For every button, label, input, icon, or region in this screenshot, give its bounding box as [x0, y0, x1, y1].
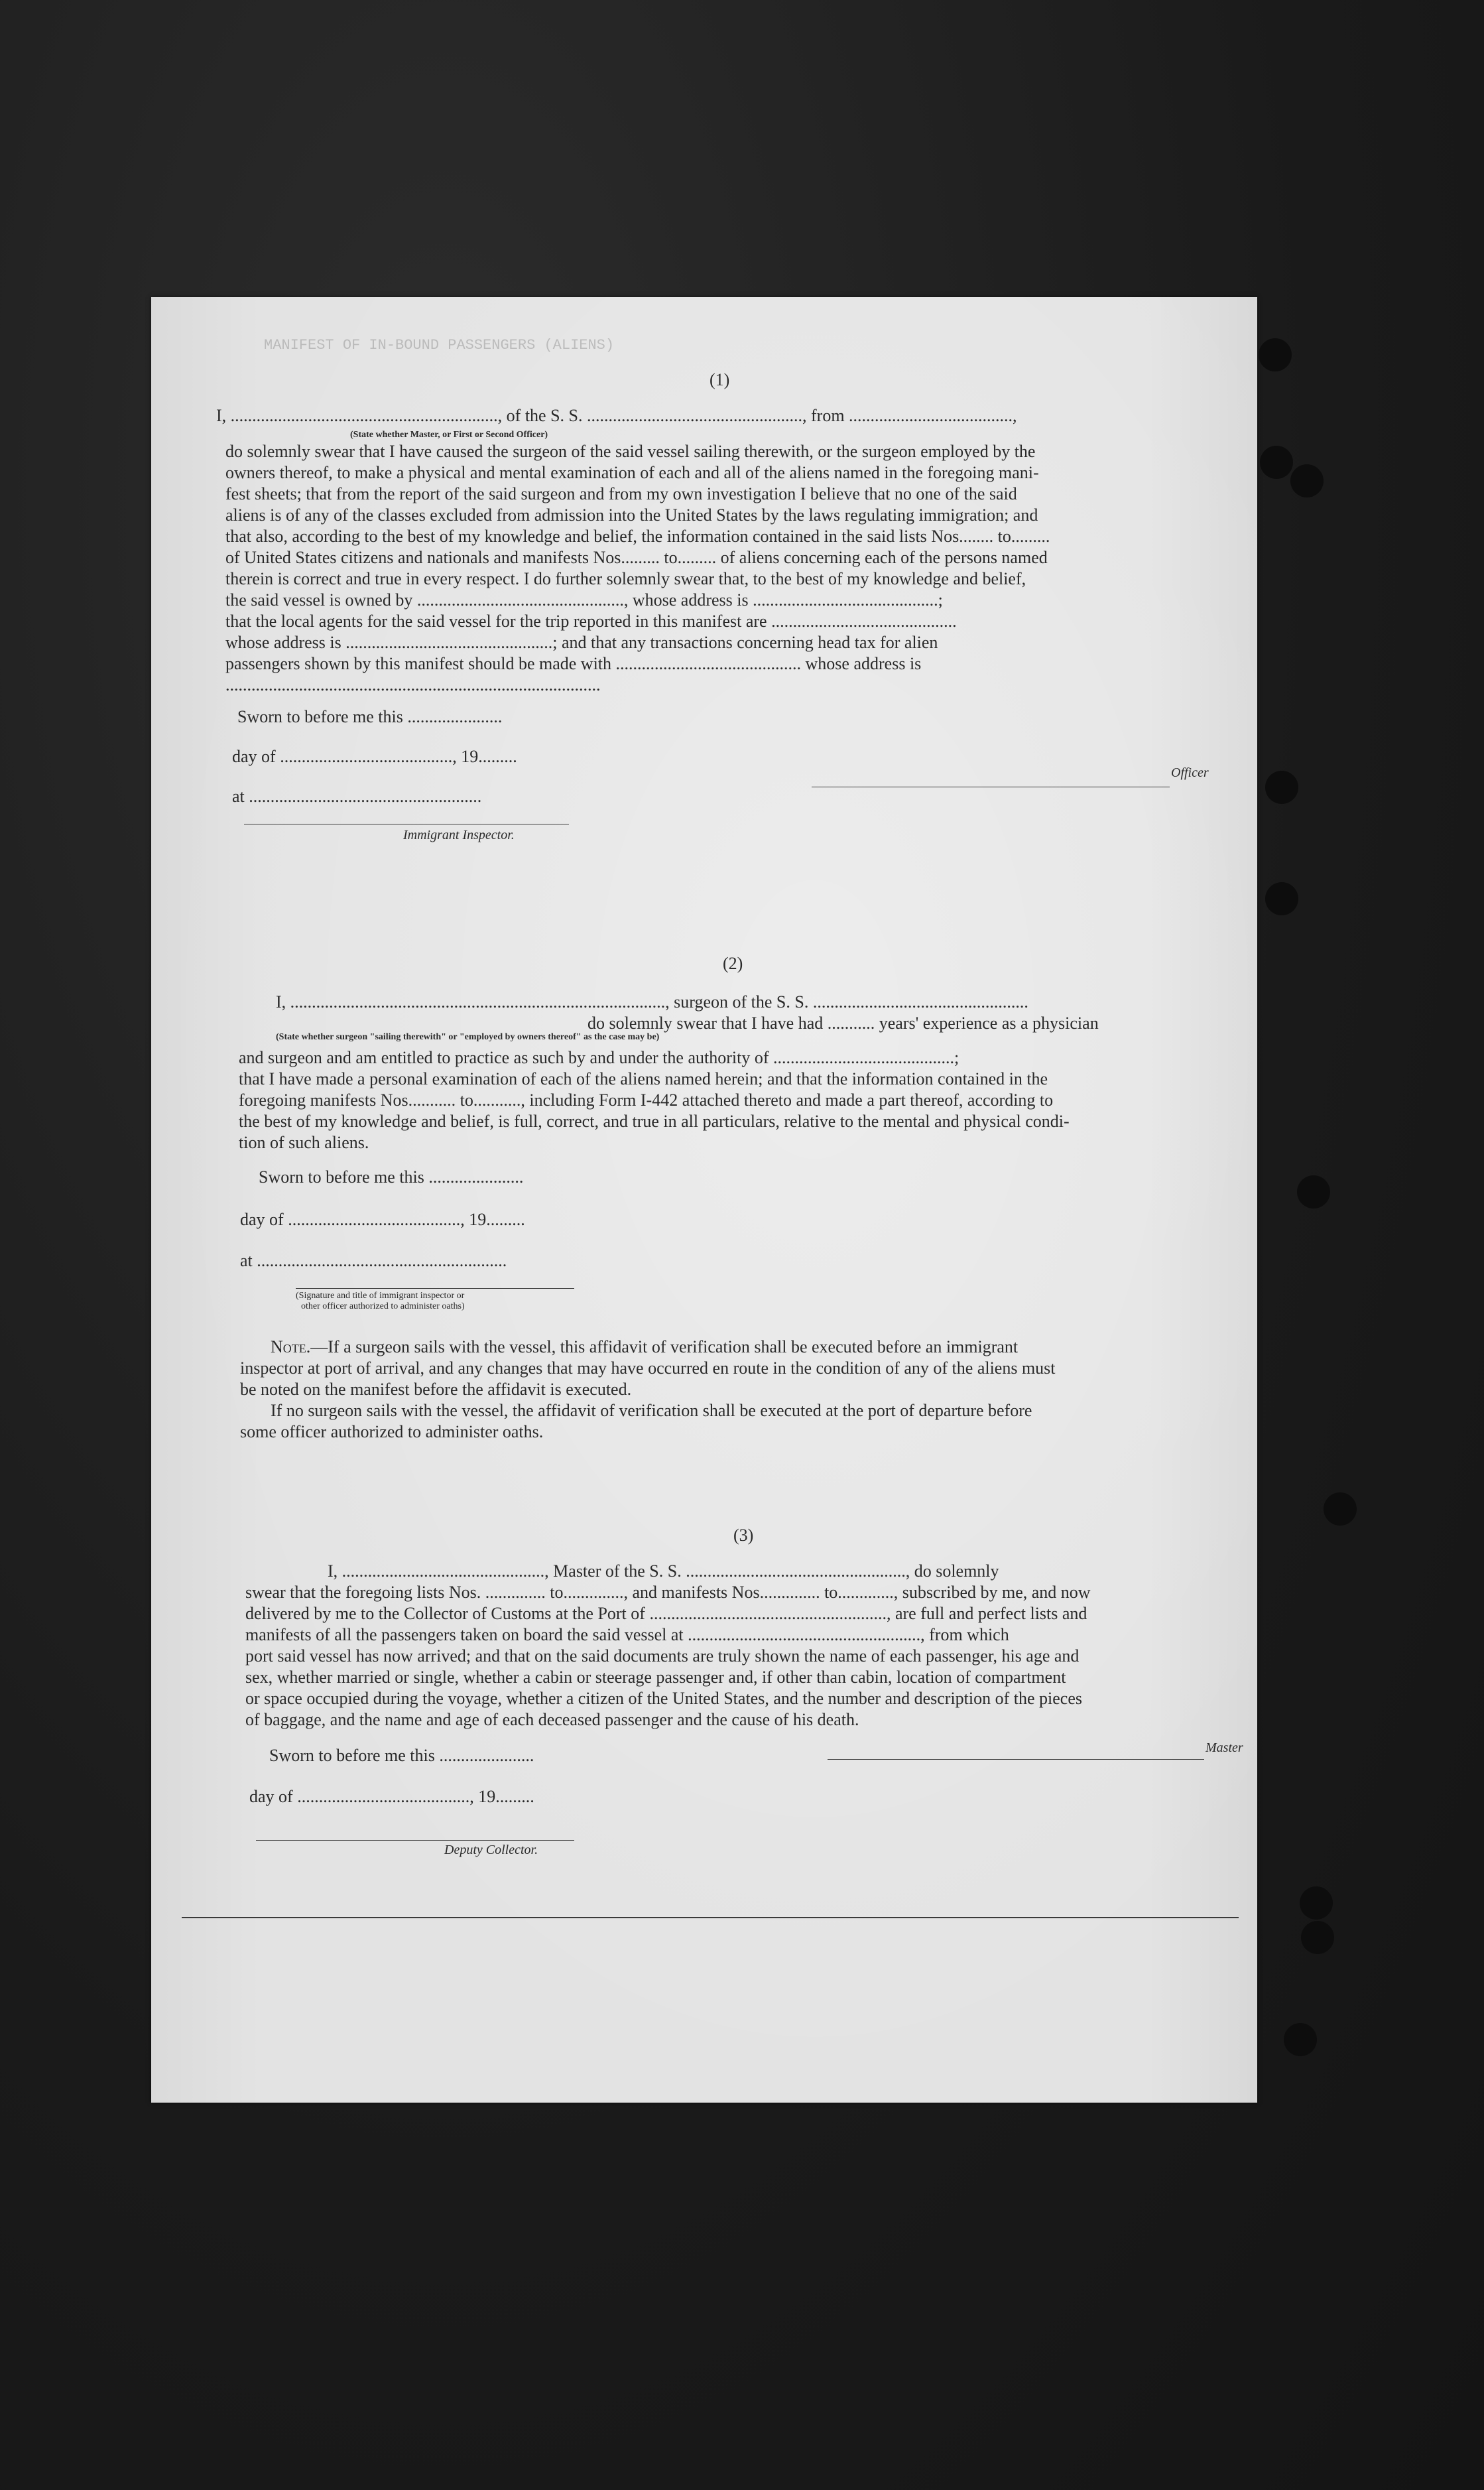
note-text: —If a surgeon sails with the vessel, this affidavit of verification shall be executed before an immigrant [310, 1337, 1019, 1356]
section-1-at-line: at ...................................................... [232, 787, 482, 806]
note-line: some officer authorized to administer oaths. [240, 1422, 544, 1441]
section-2-number: (2) [723, 954, 743, 973]
oath-line: tion of such aliens. [239, 1133, 369, 1152]
section-2-sworn-line: Sworn to before me this ...................... [259, 1167, 524, 1187]
oath-line: or space occupied during the voyage, whether a citizen of the United States, and the number and description of the pieces [245, 1689, 1083, 1708]
punch-hole-marker [1284, 2023, 1317, 2056]
manifest-verification-page [151, 297, 1257, 2103]
punch-hole-marker [1297, 1175, 1330, 1209]
note-line: inspector at port of arrival, and any changes that may have occurred en route in the condition of any of the aliens must [240, 1358, 1056, 1378]
section-3-sworn-line: Sworn to before me this ...................... [269, 1746, 534, 1765]
punch-hole-marker [1300, 1886, 1333, 1920]
bleed-through-text: MANIFEST OF IN-BOUND PASSENGERS (ALIENS) [264, 337, 615, 354]
oath-line: the best of my knowledge and belief, is full, correct, and true in all particulars, relative to the mental and physical condi- [239, 1112, 1070, 1131]
section-3-number: (3) [733, 1526, 754, 1545]
section-2-oath-intro: I, ......................................................................................., surgeon of the S. S. .................................................. [276, 992, 1028, 1012]
section-2-at-line: at .......................................................... [240, 1251, 507, 1270]
oath-line: do solemnly swear that I have caused the surgeon of the said vessel sailing therewith, or the surgeon employed by the [225, 442, 1036, 461]
signature-caption-line-2: other officer authorized to administer oaths) [301, 1301, 465, 1311]
oath-line: sex, whether married or single, whether a cabin or steerage passenger and, if other than cabin, location of compartment [245, 1668, 1066, 1687]
punch-hole-marker [1324, 1492, 1357, 1526]
section-2-surgeon-caption: (State whether surgeon "sailing therewith" or "employed by owners thereof" as the case may be) [276, 1032, 660, 1042]
oath-line: that the local agents for the said vessel for the trip reported in this manifest are ........................................... [225, 612, 957, 631]
oath-line: swear that the foregoing lists Nos. .............. to.............., and manifests Nos.............. to............., subscribed by me, and now [245, 1583, 1091, 1602]
oath-line: that I have made a personal examination of each of the aliens named herein; and that the information contained in the [239, 1069, 1048, 1088]
oath-line: and surgeon and am entitled to practice as such by and under the authority of ..........................................; [239, 1048, 959, 1067]
oath-line: aliens is of any of the classes excluded from admission into the United States by the laws regulating immigration; and [225, 505, 1038, 525]
oath-line: ....................................................................................... [225, 675, 601, 694]
collector-signature-line [256, 1840, 574, 1841]
oath-line: of United States citizens and nationals and manifests Nos......... to......... of aliens concerning each of the persons named [225, 548, 1048, 567]
oath-line: owners thereof, to make a physical and mental examination of each and all of the aliens named in the foregoing mani- [225, 463, 1039, 482]
section-2-day-line: day of ........................................, 19......... [240, 1210, 525, 1229]
oath-line: foregoing manifests Nos........... to..........., including Form I-442 attached thereto and made a part thereof, according to [239, 1090, 1054, 1110]
oath-line: delivered by me to the Collector of Customs at the Port of ......................................................., are full and perfect lists and [245, 1604, 1087, 1623]
section-1-oath-intro: I, .............................................................., of the S. S. .................................................., from ......................................, [216, 406, 1017, 425]
oath-line: port said vessel has now arrived; and that on the said documents are truly shown the name of each passenger, his age and [245, 1646, 1080, 1666]
oath-line: passengers shown by this manifest should be made with ........................................... whose address is [225, 654, 922, 673]
section-2-experience-line: do solemnly swear that I have had ........... years' experience as a physician [587, 1014, 1099, 1033]
punch-hole-marker [1260, 446, 1293, 479]
note-label: Note. [271, 1337, 311, 1356]
immigrant-inspector-label: Immigrant Inspector. [403, 828, 515, 842]
officer-label: Officer [1171, 765, 1209, 780]
surgeon-inspector-signature-line [296, 1288, 574, 1289]
deputy-collector-label: Deputy Collector. [444, 1843, 538, 1857]
note-line: If no surgeon sails with the vessel, the affidavit of verification shall be executed at the port of departure before [271, 1401, 1032, 1420]
section-1-day-line: day of ........................................, 19......... [232, 747, 517, 766]
oath-line: the said vessel is owned by ................................................, whose address is ...........................................; [225, 590, 943, 610]
oath-line: whose address is ................................................; and that any transactions concerning head tax for alien [225, 633, 938, 652]
oath-line: of baggage, and the name and age of each deceased passenger and the cause of his death. [245, 1710, 859, 1729]
punch-hole-marker [1301, 1921, 1334, 1954]
oath-line: fest sheets; that from the report of the said surgeon and from my own investigation I believe that no one of the said [225, 484, 1017, 503]
note-line: be noted on the manifest before the affidavit is executed. [240, 1380, 632, 1399]
oath-line: therein is correct and true in every respect. I do further solemnly swear that, to the best of my knowledge and belief, [225, 569, 1026, 588]
master-label: Master [1206, 1740, 1243, 1755]
section-1-sworn-line: Sworn to before me this ...................... [237, 707, 503, 726]
punch-hole-marker [1265, 771, 1298, 804]
note-first-line [271, 1336, 1018, 1358]
master-signature-line [828, 1759, 1204, 1760]
section-3-day-line: day of ........................................, 19......... [249, 1787, 534, 1806]
bleed-through-text [781, 324, 790, 340]
oath-line: that also, according to the best of my knowledge and belief, the information contained in the said lists Nos........ to......... [225, 527, 1050, 546]
oath-line: manifests of all the passengers taken on board the said vessel at ......................................................, from which [245, 1625, 1009, 1644]
section-1-officer-caption: (State whether Master, or First or Second Officer) [350, 430, 548, 440]
punch-hole-marker [1259, 338, 1292, 371]
punch-hole-marker [1265, 882, 1298, 915]
section-1-number: (1) [710, 370, 730, 389]
signature-caption-line-1: (Signature and title of immigrant inspector or [296, 1291, 465, 1301]
bleed-through-text [615, 1982, 624, 1999]
bottom-divider-rule [182, 1917, 1239, 1918]
punch-hole-marker [1290, 464, 1324, 497]
section-3-oath-intro: I, ..............................................., Master of the S. S. ..................................................., do solemnly [328, 1561, 999, 1581]
